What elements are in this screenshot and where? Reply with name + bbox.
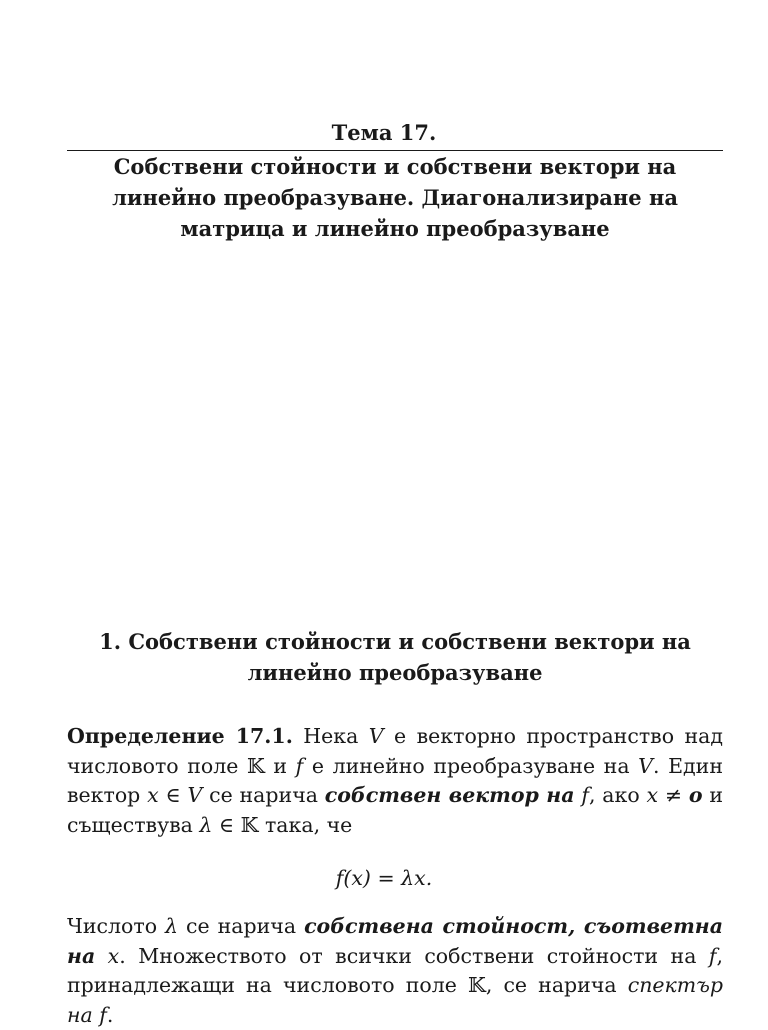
math-symbol: f [708,943,717,968]
math-symbol: x ≠ [646,783,689,807]
definition-text: и съществува [67,783,724,837]
paragraph-text: . Множеството от всички собствени стойности на [119,943,709,968]
display-formula: f(x) = λx. [335,866,433,890]
math-symbol: x [95,943,120,968]
defined-term: собствен вектор на [324,783,575,807]
math-symbol: f [295,753,304,778]
definition-text: е векторно пространство над числовото поле [67,724,724,778]
definition-text: , ако [588,783,647,807]
paragraph-text: се нарича [178,914,305,938]
spectrum-term: спектър на [67,973,724,1027]
math-symbol: 𝕂 [240,812,259,837]
definition-text: Нека [292,724,369,748]
definition-label: Определение 17.1. [67,724,293,748]
paragraph-text: , принадлежащи на числовото поле [67,943,723,997]
topic-number: Тема 17. [331,120,437,145]
math-symbol: f [92,1002,107,1027]
math-symbol: λ ∈ [199,812,241,837]
paragraph-text: . [106,1002,114,1027]
section-heading: 1. Собствени стойности и собствени вектори на линейно преобразуване [99,629,691,685]
definition-paragraph [67,722,723,840]
definition-text: и [264,753,296,778]
zero-vector-symbol: o [688,783,703,807]
defined-term: собствена стойност, съответна на [67,914,724,968]
definition-text: е линейно преобразуване на [303,753,639,778]
math-symbol: f [574,783,589,807]
paragraph-text: Числото [67,914,166,938]
math-symbol: λ [165,914,179,938]
math-symbol: V [368,724,384,748]
definition-text: се нарича [202,783,325,807]
topic-title: Собствени стойности и собствени вектори на линейно преобразуване. Диагонализиране на матрица и линейно преобразуване [112,154,678,241]
definition-text: така, че [258,812,353,837]
math-symbol: V [638,753,653,778]
paragraph-text: , се нарича [485,973,628,997]
math-symbol: x ∈ V [147,783,203,807]
eigenvalue-paragraph [67,912,723,1030]
math-symbol: 𝕂 [468,973,486,997]
definition-text: . Един вектор [67,753,723,807]
math-symbol: 𝕂 [246,753,265,778]
